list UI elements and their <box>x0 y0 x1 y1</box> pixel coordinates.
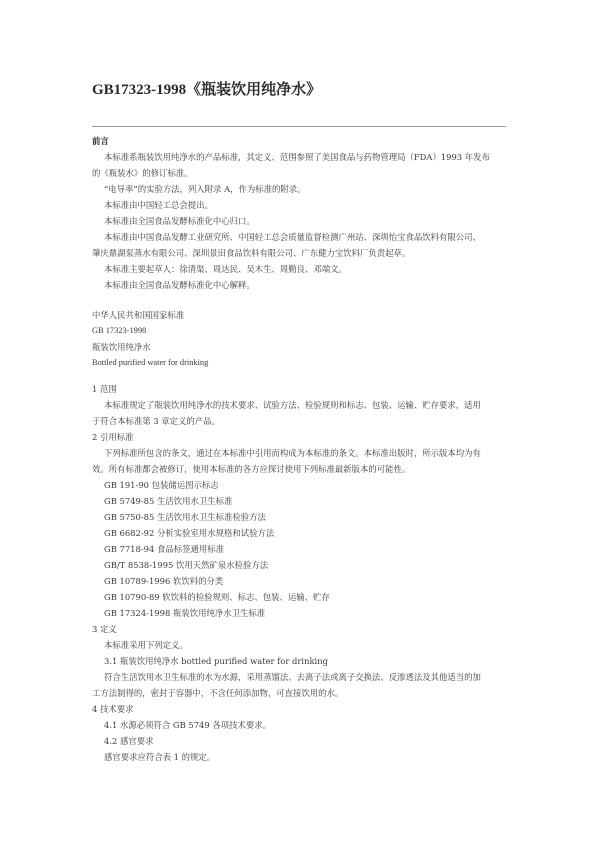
section-heading: 1 范围 <box>92 384 117 394</box>
document-body <box>92 133 506 765</box>
subsection-heading: 3.1 瓶装饮用纯净水 bottled purified water for drinking <box>104 656 328 666</box>
document-title: GB17323-1998《瓶装饮用纯净水》 <box>92 82 322 98</box>
reference-item: GB 6682-92 分析实验室用水规格和试验方法 <box>104 528 275 538</box>
reference-item: GB 5750-85 生活饮用水卫生标准检验方法 <box>104 512 266 522</box>
reference-item: GB 191-90 包装储运图示标志 <box>104 480 219 490</box>
section-paragraph: 符合生活饮用水卫生标准的水为水源，采用蒸馏法、去离子法或离子交换法、反渗透法及其他适当的加 <box>104 672 481 682</box>
foreword-paragraph: 本标准由中国轻工总会提出。 <box>104 200 213 210</box>
reference-item: GB 17324-1998 瓶装饮用纯净水卫生标准 <box>104 608 266 618</box>
foreword-paragraph: 肇庆鼎湖泵蒸水有限公司、深圳景田食品饮料有限公司、广东健力宝饮料厂负责起草。 <box>92 248 411 258</box>
section-heading: 3 定义 <box>92 624 117 634</box>
section-heading: 4 技术要求 <box>92 704 134 714</box>
section-paragraph: 下列标准所包含的条文，通过在本标准中引用而构成为本标准的条文。本标准出版时，所示版本均为有 <box>104 448 481 458</box>
section-paragraph: 效。所有标准都会被修订，使用本标准的各方应探讨使用下列标准最新版本的可能性。 <box>92 464 411 474</box>
section-paragraph: 本标准采用下列定义。 <box>104 640 188 650</box>
foreword-paragraph: “电导率”的实验方法，列入附录 A，作为标准的附录。 <box>104 184 306 194</box>
foreword-paragraph: 本标准由中国食品发酵工业研究所、中国轻工总会质量监督检测广州站、深圳怡宝食品饮料有限公司、 <box>104 232 481 242</box>
section-heading: 2 引用标准 <box>92 432 134 442</box>
subsection-heading: 4.2 感官要求 <box>104 736 154 746</box>
section-paragraph: 工方法制得的，密封于容器中，不含任何添加物，可直接饮用的水。 <box>92 688 344 698</box>
subsection-heading: 4.1 水源必须符合 GB 5749 各项技术要求。 <box>104 720 272 730</box>
standard-code: GB 17323-1998 <box>92 326 147 335</box>
section-paragraph: 于符合本标准第 3 章定义的产品。 <box>92 416 220 426</box>
reference-item: GB/T 8538-1995 饮用天然矿泉水检验方法 <box>104 560 269 570</box>
foreword-paragraph: 本标准系瓶装饮用纯净水的产品标准，其定义、范围参照了美国食品与药物管理局（FDA）1993 年发布 <box>104 152 490 162</box>
foreword-paragraph: 本标准主要起草人：徐清渠、周达民、吴木生、周勤良、邓端文。 <box>104 264 347 274</box>
title-divider <box>92 126 506 127</box>
standard-name-en: Bottled purified water for drinking <box>92 358 209 367</box>
section-paragraph: 感官要求应符合表 1 的规定。 <box>104 752 216 762</box>
foreword-paragraph: 本标准由全国食品发酵标准化中心解释。 <box>104 280 255 290</box>
reference-item: GB 5749-85 生活饮用水卫生标准 <box>104 496 233 506</box>
foreword-paragraph: 本标准由全国食品发酵标准化中心归口。 <box>104 216 255 226</box>
section-paragraph: 本标准规定了瓶装饮用纯净水的技术要求、试验方法、检验规则和标志、包装、运输、贮存要求，适用 <box>104 400 481 410</box>
reference-item: GB 7718-94 食品标签通用标准 <box>104 544 224 554</box>
reference-item: GB 10789-1996 软饮料的分类 <box>104 576 224 586</box>
foreword-heading: 前言 <box>92 136 109 146</box>
reference-item: GB 10790-89 软饮料的检验规则、标志、包装、运输、贮存 <box>104 592 330 602</box>
standard-country: 中华人民共和国国家标准 <box>92 310 185 320</box>
standard-name-cn: 瓶装饮用纯净水 <box>92 342 151 352</box>
foreword-paragraph: 的《瓶装水》的修订标准。 <box>92 168 193 178</box>
